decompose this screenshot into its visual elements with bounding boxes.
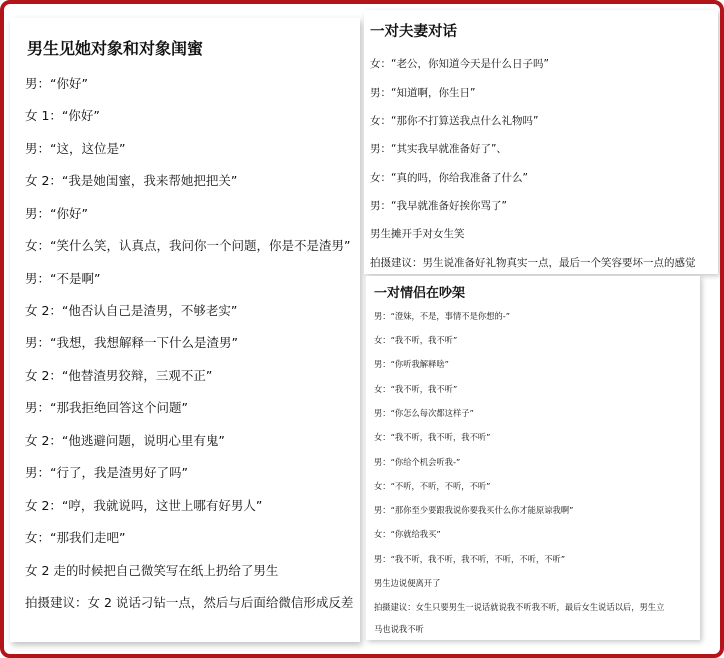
dialogue-line: 男：“你给个机会听我-”	[374, 457, 461, 467]
dialogue-line: 女 2：“他逃避问题，说明心里有鬼”	[25, 433, 225, 448]
dialogue-line: 男：“知道啊，你生日”	[370, 87, 476, 99]
dialogue-line: 女 2：“他否认自己是渣男，不够老实”	[25, 303, 238, 318]
dialogue-line: 男：“那你至少要跟我说你要我买什么你才能原谅我啊”	[374, 505, 574, 515]
dialogue-line: 男：“你听我解释啥”	[374, 359, 449, 369]
script-card-2	[364, 10, 718, 274]
dialogue-line: 男：“其实我早就准备好了”、	[370, 143, 507, 155]
dialogue-line: 女：“我不听，我不听”	[374, 384, 458, 394]
dialogue-line: 女：“我不听，我不听，我不听”	[374, 432, 491, 442]
dialogue-line: 女 2：“我是她闺蜜，我来帮她把把关”	[25, 173, 238, 188]
dialogue-line: 男：“那我拒绝回答这个问题”	[25, 400, 188, 415]
filming-tip-continued: 马也说我不听	[374, 624, 424, 634]
script-title-1: 男生见她对象和对象闺蜜	[27, 39, 204, 58]
script-card-3	[366, 276, 700, 640]
dialogue-line: 女 2：“哼，我就说吗，这世上哪有好男人”	[25, 498, 263, 513]
stage-direction: 女 2 走的时候把自己微笑写在纸上扔给了男生	[25, 563, 279, 578]
filming-tip: 拍摄建议：男生说准备好礼物真实一点，最后一个笑容要坏一点的感觉	[370, 257, 696, 269]
dialogue-line: 女：“我不听，我不听”	[374, 335, 458, 345]
dialogue-line: 男：“这，这位是”	[25, 141, 126, 156]
dialogue-line: 男：“不是啊”	[25, 271, 101, 286]
dialogue-line: 女：“那你不打算送我点什么礼物吗”	[370, 115, 539, 127]
filming-tip: 拍摄建议：女生只要男生一说话就说我不听我不听，最后女生说话以后，男生立	[374, 602, 665, 612]
script-card-1	[10, 18, 360, 642]
filming-tip: 拍摄建议：女 2 说话刁钻一点，然后与后面给微信形成反差	[25, 595, 354, 610]
dialogue-line: 男：“你怎么每次都这样子”	[374, 408, 474, 418]
dialogue-line: 女：“真的吗，你给我准备了什么”	[370, 172, 528, 184]
dialogue-line: 女：“那我们走吧”	[25, 530, 126, 545]
dialogue-line: 男：“行了，我是渣男好了吗”	[25, 465, 188, 480]
dialogue-line: 女 1：“你好”	[25, 108, 100, 123]
dialogue-line: 男：“澄妹，不是，事情不是你想的-”	[374, 311, 511, 321]
dialogue-line: 女 2：“他替渣男狡辩，三观不正”	[25, 368, 213, 383]
stage-direction: 男生边说便离开了	[374, 578, 441, 588]
dialogue-line: 女：“你就给我买”	[374, 529, 441, 539]
dialogue-line: 女：“老公，你知道今天是什么日子吗”	[370, 58, 549, 70]
dialogue-line: 女：“笑什么笑，认真点，我问你一个问题，你是不是渣男”	[25, 238, 351, 253]
stage-direction: 男生摊开手对女生笑	[370, 228, 465, 240]
dialogue-line: 男：“你好”	[25, 76, 88, 91]
dialogue-line: 男：“我不听，我不听，我不听，不听，不听，不听”	[374, 554, 566, 564]
dialogue-line: 男：“我早就准备好挨你骂了”	[370, 200, 507, 212]
dialogue-line: 男：“我想，我想解释一下什么是渣男”	[25, 335, 238, 350]
dialogue-line: 女：“不听，不听，不听，不听”	[374, 481, 491, 491]
script-title-2: 一对夫妻对话	[370, 24, 457, 40]
script-title-3: 一对情侣在吵架	[374, 286, 466, 301]
dialogue-line: 男：“你好”	[25, 206, 88, 221]
